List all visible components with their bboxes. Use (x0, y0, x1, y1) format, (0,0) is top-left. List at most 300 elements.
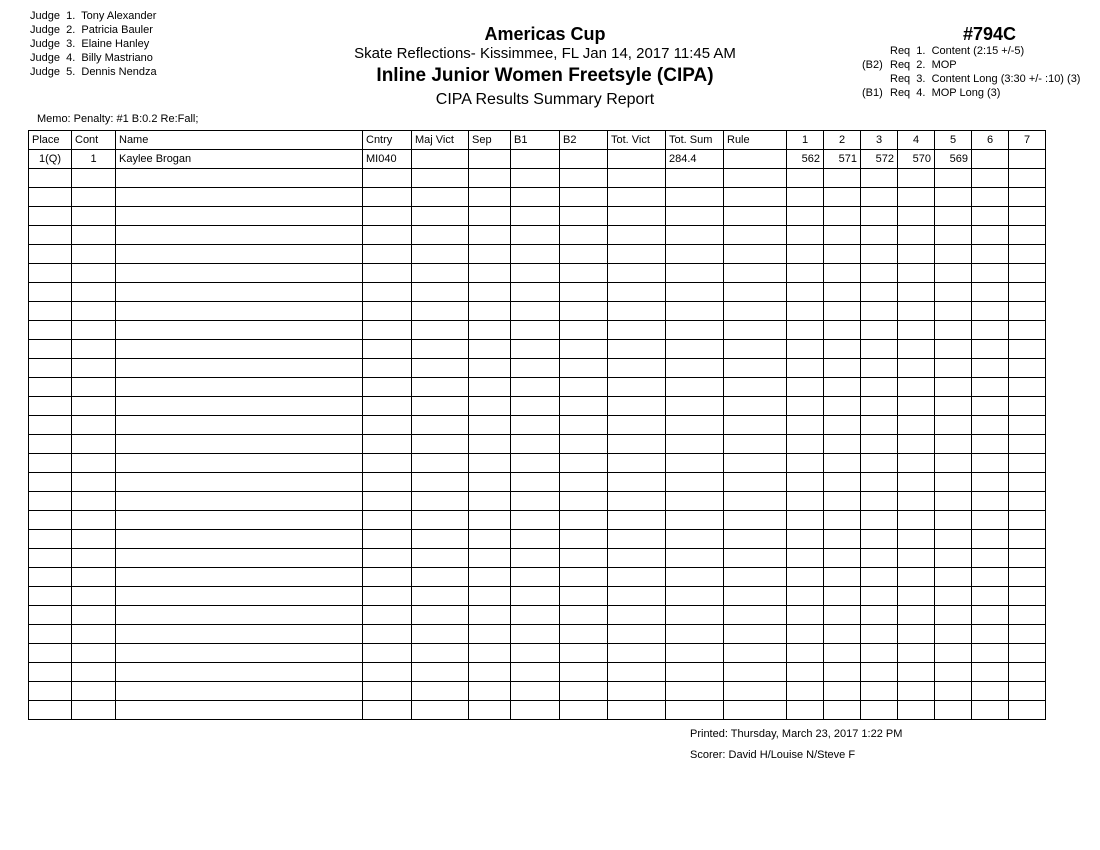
empty-cell (608, 340, 666, 359)
table-row-empty (29, 340, 1046, 359)
empty-cell (898, 188, 935, 207)
empty-cell (363, 169, 412, 188)
table-row-empty (29, 226, 1046, 245)
empty-cell (724, 625, 787, 644)
empty-cell (724, 169, 787, 188)
empty-cell (116, 473, 363, 492)
empty-cell (898, 245, 935, 264)
empty-cell (560, 283, 608, 302)
empty-cell (824, 454, 861, 473)
empty-cell (1009, 549, 1046, 568)
empty-cell (608, 207, 666, 226)
empty-cell (1009, 682, 1046, 701)
empty-cell (787, 321, 824, 340)
table-row-empty (29, 302, 1046, 321)
empty-cell (824, 169, 861, 188)
empty-cell (469, 625, 511, 644)
empty-cell (724, 435, 787, 454)
empty-cell (72, 416, 116, 435)
empty-cell (363, 492, 412, 511)
table-row-empty (29, 549, 1046, 568)
empty-cell (787, 188, 824, 207)
empty-cell (787, 454, 824, 473)
empty-cell (469, 663, 511, 682)
empty-cell (972, 454, 1009, 473)
empty-cell (861, 473, 898, 492)
empty-cell (787, 169, 824, 188)
empty-cell (560, 549, 608, 568)
empty-cell (412, 549, 469, 568)
empty-cell (608, 644, 666, 663)
empty-cell (898, 416, 935, 435)
empty-cell (972, 188, 1009, 207)
empty-cell (116, 625, 363, 644)
empty-cell (824, 682, 861, 701)
empty-cell (116, 454, 363, 473)
empty-cell (469, 606, 511, 625)
empty-cell (898, 625, 935, 644)
empty-cell (666, 264, 724, 283)
empty-cell (72, 549, 116, 568)
empty-cell (608, 359, 666, 378)
empty-cell (560, 625, 608, 644)
col-judge-1: 1 (787, 131, 824, 150)
empty-cell (824, 264, 861, 283)
empty-cell (824, 207, 861, 226)
empty-cell (608, 169, 666, 188)
empty-cell (511, 340, 560, 359)
empty-cell (72, 283, 116, 302)
empty-cell (29, 549, 72, 568)
empty-cell (116, 226, 363, 245)
empty-cell (861, 397, 898, 416)
empty-cell (935, 644, 972, 663)
empty-cell (560, 606, 608, 625)
table-row-empty (29, 568, 1046, 587)
empty-cell (666, 530, 724, 549)
empty-cell (363, 473, 412, 492)
empty-cell (972, 511, 1009, 530)
cell-maj-vict (412, 150, 469, 169)
empty-cell (666, 454, 724, 473)
empty-cell (72, 492, 116, 511)
col-cont: Cont (72, 131, 116, 150)
empty-cell (898, 226, 935, 245)
empty-cell (666, 492, 724, 511)
empty-cell (972, 587, 1009, 606)
empty-cell (469, 454, 511, 473)
empty-cell (72, 625, 116, 644)
empty-cell (724, 302, 787, 321)
empty-cell (511, 283, 560, 302)
empty-cell (412, 188, 469, 207)
empty-cell (469, 188, 511, 207)
empty-cell (898, 435, 935, 454)
empty-cell (787, 644, 824, 663)
empty-cell (787, 397, 824, 416)
empty-cell (608, 416, 666, 435)
empty-cell (72, 264, 116, 283)
table-row-empty (29, 625, 1046, 644)
empty-cell (511, 663, 560, 682)
empty-cell (861, 245, 898, 264)
empty-cell (72, 568, 116, 587)
empty-cell (363, 549, 412, 568)
scorer: Scorer: David H/Louise N/Steve F (690, 749, 856, 761)
empty-cell (363, 606, 412, 625)
empty-cell (861, 682, 898, 701)
table-row-empty (29, 283, 1046, 302)
empty-cell (29, 492, 72, 511)
empty-cell (511, 530, 560, 549)
empty-cell (72, 473, 116, 492)
empty-cell (861, 226, 898, 245)
empty-cell (824, 416, 861, 435)
empty-cell (116, 587, 363, 606)
empty-cell (824, 188, 861, 207)
empty-cell (469, 245, 511, 264)
empty-cell (412, 625, 469, 644)
empty-cell (724, 549, 787, 568)
empty-cell (1009, 568, 1046, 587)
col-name: Name (116, 131, 363, 150)
empty-cell (608, 663, 666, 682)
empty-cell (469, 321, 511, 340)
empty-cell (363, 283, 412, 302)
empty-cell (898, 549, 935, 568)
empty-cell (469, 264, 511, 283)
empty-cell (72, 397, 116, 416)
table-row-empty (29, 454, 1046, 473)
empty-cell (29, 682, 72, 701)
empty-cell (412, 587, 469, 606)
empty-cell (412, 226, 469, 245)
empty-cell (666, 378, 724, 397)
empty-cell (724, 701, 787, 720)
empty-cell (935, 606, 972, 625)
empty-cell (560, 644, 608, 663)
empty-cell (29, 245, 72, 264)
empty-cell (861, 416, 898, 435)
empty-cell (29, 188, 72, 207)
empty-cell (608, 245, 666, 264)
empty-cell (824, 625, 861, 644)
empty-cell (861, 359, 898, 378)
empty-cell (608, 701, 666, 720)
judge-1: Judge 1. Tony Alexander (30, 10, 157, 22)
empty-cell (560, 473, 608, 492)
empty-cell (861, 549, 898, 568)
empty-cell (469, 397, 511, 416)
empty-cell (935, 454, 972, 473)
empty-cell (469, 530, 511, 549)
empty-cell (511, 226, 560, 245)
empty-cell (412, 207, 469, 226)
empty-cell (469, 416, 511, 435)
empty-cell (72, 359, 116, 378)
empty-cell (560, 682, 608, 701)
empty-cell (1009, 663, 1046, 682)
empty-cell (469, 492, 511, 511)
empty-cell (511, 397, 560, 416)
empty-cell (898, 530, 935, 549)
empty-cell (412, 530, 469, 549)
empty-cell (861, 530, 898, 549)
empty-cell (787, 245, 824, 264)
col-place: Place (29, 131, 72, 150)
empty-cell (724, 663, 787, 682)
empty-cell (29, 587, 72, 606)
empty-cell (724, 682, 787, 701)
empty-cell (469, 701, 511, 720)
empty-cell (1009, 606, 1046, 625)
empty-cell (116, 340, 363, 359)
empty-cell (724, 359, 787, 378)
empty-cell (1009, 530, 1046, 549)
cell-rule (724, 150, 787, 169)
cell-tot-vict (608, 150, 666, 169)
empty-cell (608, 226, 666, 245)
table-row-empty (29, 416, 1046, 435)
empty-cell (363, 378, 412, 397)
empty-cell (666, 701, 724, 720)
requirement-4: (B1) Req 4. MOP Long (3) (862, 87, 1001, 99)
col-judge-2: 2 (824, 131, 861, 150)
judge-3: Judge 3. Elaine Hanley (30, 38, 150, 50)
empty-cell (363, 188, 412, 207)
empty-cell (560, 530, 608, 549)
empty-cell (898, 359, 935, 378)
table-row-empty (29, 511, 1046, 530)
table-row-empty (29, 492, 1046, 511)
empty-cell (608, 530, 666, 549)
empty-cell (861, 644, 898, 663)
empty-cell (412, 169, 469, 188)
empty-cell (898, 644, 935, 663)
empty-cell (29, 701, 72, 720)
empty-cell (787, 340, 824, 359)
empty-cell (511, 359, 560, 378)
empty-cell (29, 511, 72, 530)
empty-cell (972, 549, 1009, 568)
empty-cell (1009, 207, 1046, 226)
empty-cell (824, 701, 861, 720)
empty-cell (787, 435, 824, 454)
empty-cell (29, 302, 72, 321)
cell-name: Kaylee Brogan (116, 150, 363, 169)
empty-cell (29, 473, 72, 492)
empty-cell (724, 340, 787, 359)
empty-cell (116, 264, 363, 283)
empty-cell (666, 568, 724, 587)
empty-cell (787, 530, 824, 549)
empty-cell (666, 340, 724, 359)
empty-cell (560, 454, 608, 473)
empty-cell (116, 492, 363, 511)
empty-cell (972, 321, 1009, 340)
empty-cell (787, 682, 824, 701)
empty-cell (861, 302, 898, 321)
empty-cell (861, 283, 898, 302)
empty-cell (666, 663, 724, 682)
cell-judge-3: 572 (861, 150, 898, 169)
empty-cell (787, 587, 824, 606)
event-name: Inline Junior Women Freetsyle (CIPA) (376, 65, 714, 86)
table-row-empty (29, 473, 1046, 492)
empty-cell (363, 454, 412, 473)
col-b1: B1 (511, 131, 560, 150)
empty-cell (935, 625, 972, 644)
empty-cell (935, 264, 972, 283)
empty-cell (29, 397, 72, 416)
empty-cell (1009, 359, 1046, 378)
empty-cell (935, 473, 972, 492)
empty-cell (724, 378, 787, 397)
requirement-2: (B2) Req 2. MOP (862, 59, 957, 71)
col-judge-5: 5 (935, 131, 972, 150)
empty-cell (608, 378, 666, 397)
empty-cell (72, 530, 116, 549)
empty-cell (935, 245, 972, 264)
empty-cell (724, 511, 787, 530)
cell-judge-6 (972, 150, 1009, 169)
empty-cell (724, 397, 787, 416)
empty-cell (824, 245, 861, 264)
empty-cell (861, 492, 898, 511)
empty-cell (724, 283, 787, 302)
empty-cell (824, 435, 861, 454)
empty-cell (824, 226, 861, 245)
empty-cell (560, 245, 608, 264)
empty-cell (787, 492, 824, 511)
empty-cell (608, 606, 666, 625)
empty-cell (29, 340, 72, 359)
empty-cell (666, 321, 724, 340)
col-maj-vict: Maj Vict (412, 131, 469, 150)
empty-cell (363, 625, 412, 644)
empty-cell (824, 283, 861, 302)
col-cntry: Cntry (363, 131, 412, 150)
empty-cell (724, 606, 787, 625)
empty-cell (560, 568, 608, 587)
empty-cell (787, 568, 824, 587)
empty-cell (29, 169, 72, 188)
empty-cell (363, 207, 412, 226)
empty-cell (511, 625, 560, 644)
empty-cell (363, 321, 412, 340)
empty-cell (1009, 492, 1046, 511)
empty-cell (1009, 416, 1046, 435)
empty-cell (861, 169, 898, 188)
empty-cell (412, 340, 469, 359)
printed-date: Printed: Thursday, March 23, 2017 1:22 PM (690, 728, 903, 740)
table-row-empty (29, 587, 1046, 606)
empty-cell (724, 416, 787, 435)
empty-cell (666, 644, 724, 663)
empty-cell (787, 264, 824, 283)
empty-cell (363, 435, 412, 454)
empty-cell (824, 302, 861, 321)
requirement-3: Req 3. Content Long (3:30 +/- :10) (3) (890, 73, 1081, 85)
empty-cell (412, 663, 469, 682)
empty-cell (861, 435, 898, 454)
empty-cell (72, 644, 116, 663)
empty-cell (608, 454, 666, 473)
empty-cell (898, 473, 935, 492)
empty-cell (824, 321, 861, 340)
empty-cell (1009, 587, 1046, 606)
empty-cell (116, 682, 363, 701)
empty-cell (972, 264, 1009, 283)
col-b2: B2 (560, 131, 608, 150)
empty-cell (935, 511, 972, 530)
empty-cell (560, 207, 608, 226)
empty-cell (72, 663, 116, 682)
memo: Memo: Penalty: #1 B:0.2 Re:Fall; (37, 113, 199, 125)
empty-cell (412, 397, 469, 416)
empty-cell (898, 283, 935, 302)
empty-cell (1009, 226, 1046, 245)
cell-tot-sum: 284.4 (666, 150, 724, 169)
empty-cell (724, 207, 787, 226)
empty-cell (511, 378, 560, 397)
empty-cell (787, 625, 824, 644)
empty-cell (363, 701, 412, 720)
empty-cell (412, 416, 469, 435)
empty-cell (824, 549, 861, 568)
empty-cell (469, 169, 511, 188)
empty-cell (363, 416, 412, 435)
empty-cell (116, 644, 363, 663)
empty-cell (511, 264, 560, 283)
empty-cell (29, 530, 72, 549)
empty-cell (608, 283, 666, 302)
empty-cell (898, 321, 935, 340)
empty-cell (608, 625, 666, 644)
empty-cell (861, 663, 898, 682)
table-header (29, 131, 1046, 150)
empty-cell (666, 188, 724, 207)
empty-cell (608, 302, 666, 321)
empty-cell (116, 416, 363, 435)
empty-cell (412, 701, 469, 720)
empty-cell (363, 340, 412, 359)
empty-cell (72, 511, 116, 530)
empty-cell (29, 606, 72, 625)
empty-cell (824, 511, 861, 530)
empty-cell (666, 511, 724, 530)
empty-cell (363, 530, 412, 549)
empty-cell (935, 302, 972, 321)
empty-cell (72, 587, 116, 606)
empty-cell (935, 416, 972, 435)
empty-cell (1009, 302, 1046, 321)
cell-cont: 1 (72, 150, 116, 169)
empty-cell (560, 587, 608, 606)
cell-sep (469, 150, 511, 169)
empty-cell (469, 682, 511, 701)
empty-cell (116, 530, 363, 549)
empty-cell (469, 587, 511, 606)
empty-cell (898, 169, 935, 188)
empty-cell (724, 473, 787, 492)
empty-cell (412, 283, 469, 302)
empty-cell (363, 359, 412, 378)
empty-cell (972, 530, 1009, 549)
empty-cell (1009, 454, 1046, 473)
empty-cell (29, 283, 72, 302)
empty-cell (29, 416, 72, 435)
